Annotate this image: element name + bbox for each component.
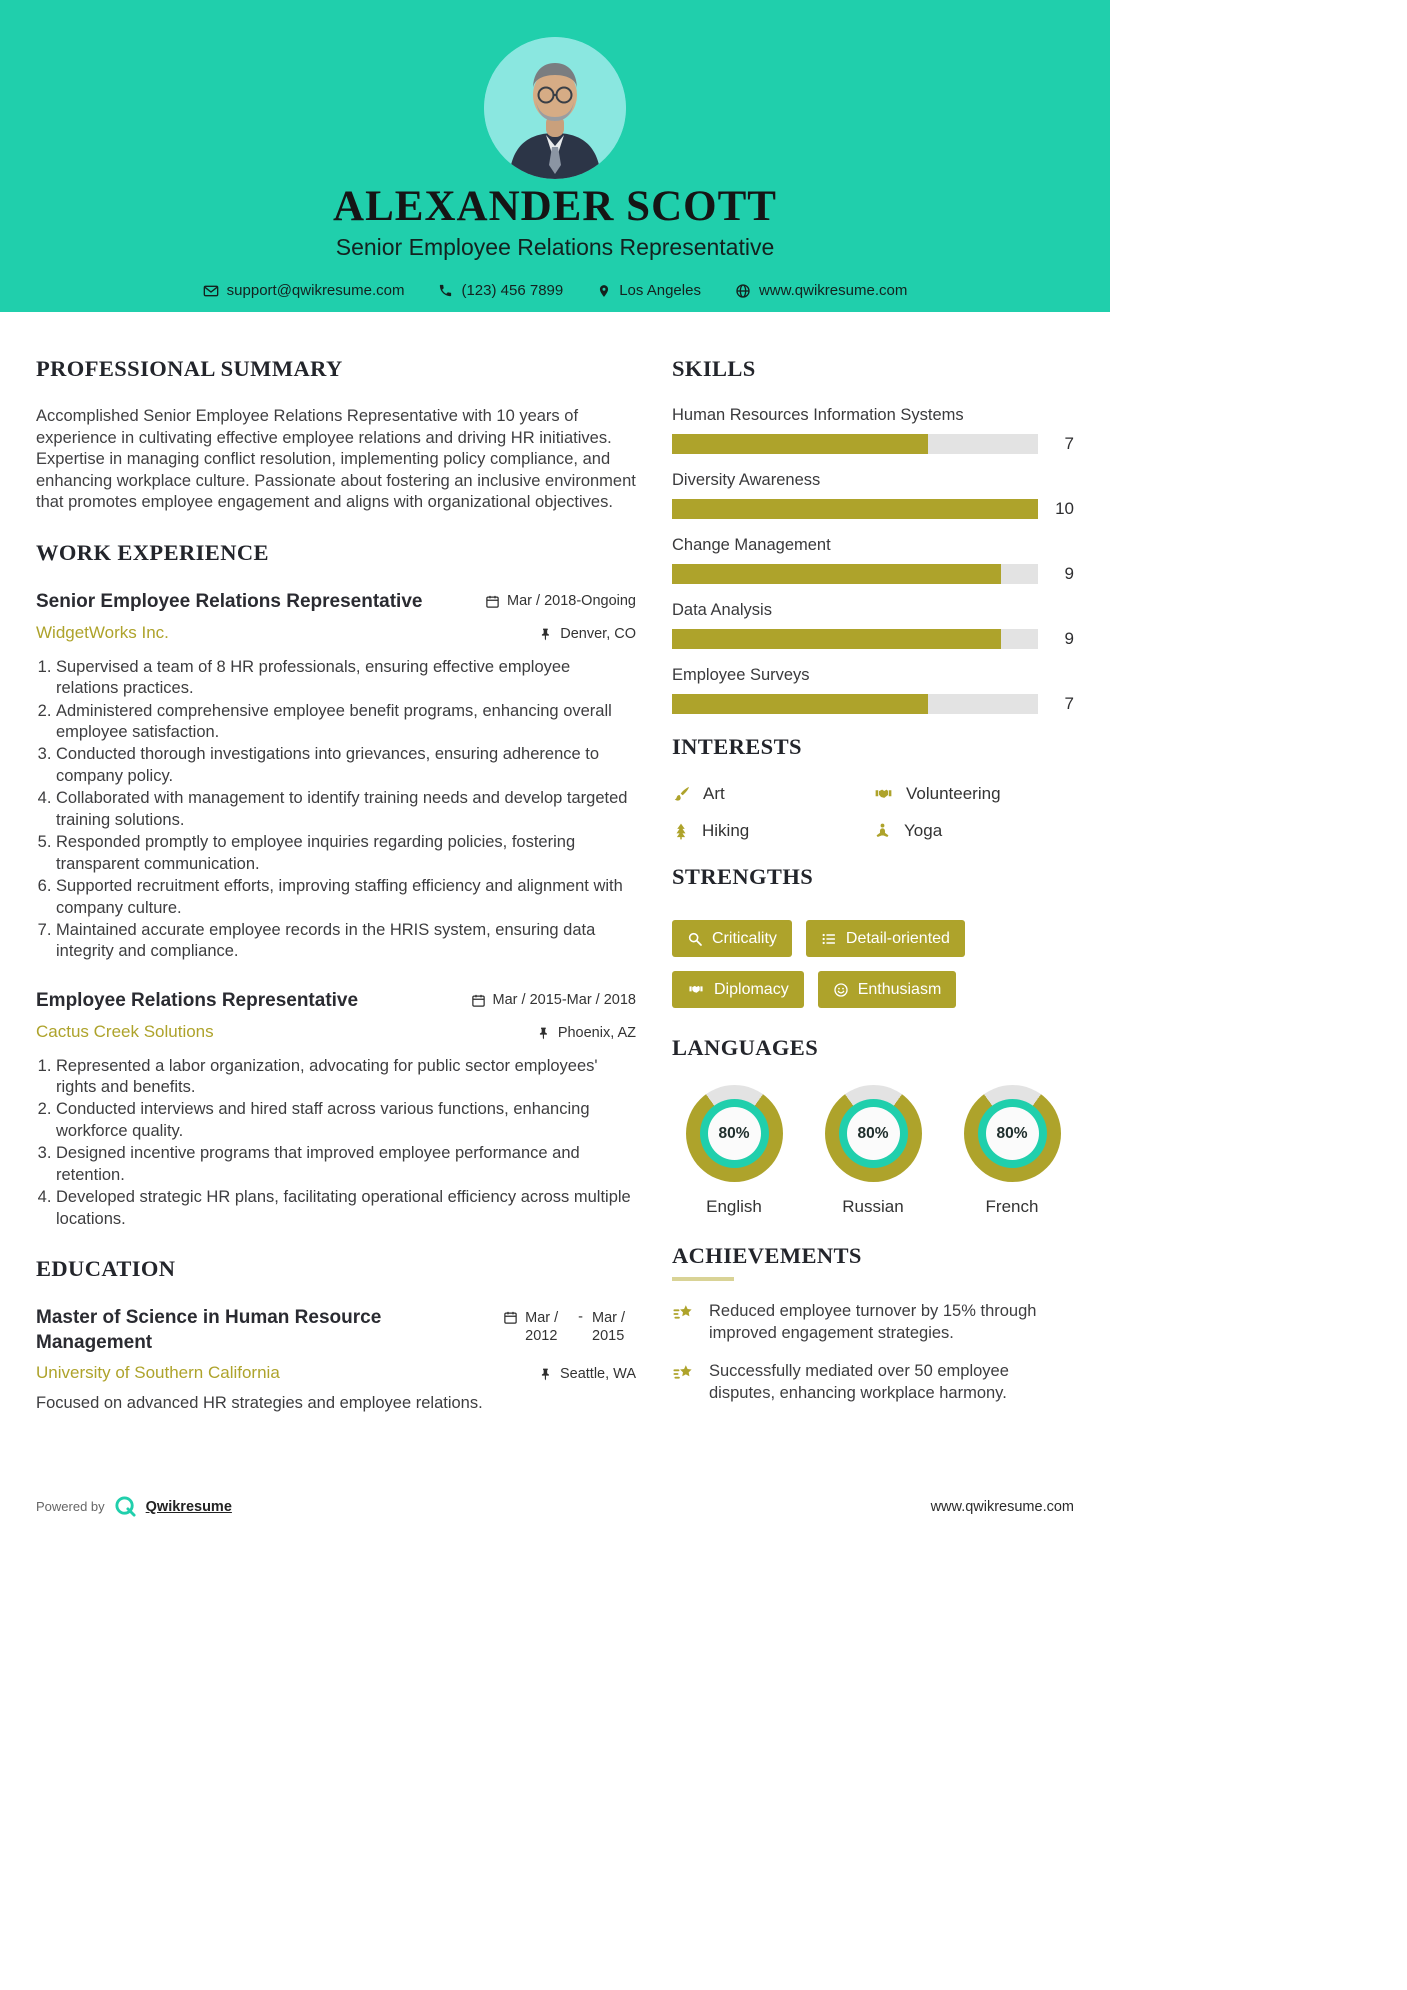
interest-label: Yoga <box>904 821 943 840</box>
achievements-heading-underline <box>672 1277 734 1281</box>
skill-value: 7 <box>1064 694 1074 713</box>
summary-text: Accomplished Senior Employee Relations Representative with 10 years of experience in cultivating effective employee relations and driving HR initiatives. Expertise in managing conflict resolution, implementing policy compliance, and enhancing workplace culture. Passionate about fostering an inclusive environment that promotes employee engagement and aligns with organizational objectives. <box>36 407 636 512</box>
education-location-text: Seattle, WA <box>559 1366 636 1383</box>
contact-phone <box>438 282 563 299</box>
job-dates-text: Mar / 2015-Mar / 2018 <box>492 991 636 1008</box>
strength-label: Diplomacy <box>714 981 789 999</box>
contact-website[interactable] <box>735 282 907 299</box>
contact-row <box>0 282 1110 299</box>
education-location <box>539 1363 636 1382</box>
person-name: ALEXANDER SCOTT <box>333 183 777 230</box>
skill-item <box>672 601 1074 649</box>
pushpin-icon <box>539 627 553 642</box>
skill-bar-track <box>672 564 1038 584</box>
contact-location <box>597 282 701 299</box>
achievement-item <box>672 1361 1074 1404</box>
job-company: WidgetWorks Inc. <box>36 622 169 642</box>
skill-item <box>672 471 1074 519</box>
location-pin-icon <box>597 283 611 299</box>
language-item <box>954 1085 1070 1217</box>
language-label: French <box>985 1197 1039 1217</box>
strength-chip <box>806 920 965 957</box>
strength-chip <box>672 920 792 957</box>
skill-label: Change Management <box>672 536 831 554</box>
avatar <box>484 37 626 179</box>
job-bullets <box>36 657 636 963</box>
calendar-icon <box>503 1310 518 1325</box>
strength-label: Enthusiasm <box>857 981 942 999</box>
donut-inner-ring <box>839 1099 908 1168</box>
job-bullet: 2. Conducted interviews and hired staff across various functions, enhancing workforce quality. <box>56 1099 636 1142</box>
job-company: Cactus Creek Solutions <box>36 1021 214 1041</box>
strengths-list <box>672 920 1044 1008</box>
job-location <box>537 1022 636 1041</box>
language-item <box>676 1085 792 1217</box>
donut-inner-ring <box>978 1099 1047 1168</box>
degree-title: Master of Science in Human Resource Management <box>36 1307 382 1353</box>
school-name: University of Southern California <box>36 1363 280 1383</box>
education-dates <box>503 1306 636 1345</box>
language-percent: 80% <box>986 1107 1039 1160</box>
tree-icon <box>672 822 690 841</box>
job-bullet: 7. Maintained accurate employee records in the HRIS system, ensuring data integrity and compliance. <box>56 920 636 963</box>
right-column <box>672 356 1074 1421</box>
interest-label: Volunteering <box>906 784 1001 803</box>
contact-website-text: www.qwikresume.com <box>758 282 908 300</box>
pushpin-icon <box>537 1026 551 1041</box>
handshake-icon <box>873 785 894 803</box>
skill-bar-track <box>672 499 1038 519</box>
skill-label: Human Resources Information Systems <box>672 406 964 424</box>
job-entry-1 <box>36 590 636 963</box>
pushpin-icon <box>539 1367 553 1382</box>
contact-phone-text: (123) 456 7899 <box>461 282 564 300</box>
skill-value: 10 <box>1055 499 1074 518</box>
resume-body <box>0 356 1110 1421</box>
skill-bar-fill <box>672 434 928 454</box>
education-heading: EDUCATION <box>36 1256 176 1282</box>
strengths-heading: STRENGTHS <box>672 864 814 889</box>
skill-item <box>672 666 1074 714</box>
footer-website-link[interactable]: www.qwikresume.com <box>930 1498 1074 1515</box>
language-label: English <box>706 1197 762 1217</box>
skill-value: 9 <box>1064 629 1074 648</box>
page-footer <box>36 1495 1074 1518</box>
qwikresume-brand-link[interactable]: Qwikresume <box>145 1498 232 1515</box>
calendar-icon <box>471 993 486 1008</box>
skill-bar-fill <box>672 629 1001 649</box>
job-bullet: 6. Supported recruitment efforts, improving staffing efficiency and alignment with company culture. <box>56 876 636 919</box>
interest-item <box>873 784 1074 804</box>
resume-header <box>0 0 1110 312</box>
summary-heading: PROFESSIONAL SUMMARY <box>36 356 343 381</box>
skill-bar-fill <box>672 694 928 714</box>
interest-label: Hiking <box>702 821 750 840</box>
skill-label: Data Analysis <box>672 601 772 619</box>
language-donut <box>964 1085 1061 1182</box>
language-percent: 80% <box>847 1107 900 1160</box>
phone-icon <box>438 283 453 298</box>
job-bullet: 5. Responded promptly to employee inquiries regarding policies, fostering transparent communication. <box>56 832 636 875</box>
smiley-icon <box>833 982 849 998</box>
skill-label: Diversity Awareness <box>672 471 821 489</box>
globe-icon <box>735 283 751 299</box>
skill-value: 7 <box>1064 434 1074 453</box>
job-dates <box>471 989 636 1008</box>
job-bullet: 4. Developed strategic HR plans, facilitating operational efficiency across multiple locations. <box>56 1187 636 1230</box>
left-column <box>36 356 636 1421</box>
language-percent: 80% <box>708 1107 761 1160</box>
education-date-separator: - <box>578 1309 583 1326</box>
job-title: Employee Relations Representative <box>36 989 359 1011</box>
job-location-text: Denver, CO <box>560 625 636 642</box>
interest-item <box>873 821 1074 841</box>
job-bullet: 3. Conducted thorough investigations into grievances, ensuring adherence to company policy. <box>56 744 636 787</box>
education-description: Focused on advanced HR strategies and employee relations. <box>36 1394 483 1413</box>
job-entry-2 <box>36 989 636 1230</box>
interest-item <box>672 821 873 841</box>
achievements-heading: ACHIEVEMENTS <box>672 1243 862 1269</box>
strength-label: Detail-oriented <box>845 930 950 947</box>
skill-item <box>672 536 1074 584</box>
magnifier-icon <box>687 931 703 947</box>
interests-heading: INTERESTS <box>672 734 802 759</box>
skill-bar-track <box>672 694 1038 714</box>
skill-bar-track <box>672 629 1038 649</box>
list-icon <box>821 931 837 947</box>
donut-inner-ring <box>700 1099 769 1168</box>
profile-photo <box>484 37 626 179</box>
person-title: Senior Employee Relations Representative <box>335 234 775 261</box>
paintbrush-icon <box>672 785 691 804</box>
language-donut <box>825 1085 922 1182</box>
skills-heading: SKILLS <box>672 356 756 381</box>
job-bullets <box>36 1056 636 1231</box>
job-location-text: Phoenix, AZ <box>557 1024 636 1041</box>
strength-label: Criticality <box>712 930 777 947</box>
calendar-icon <box>485 594 500 609</box>
skill-bar-fill <box>672 499 1038 519</box>
strength-chip <box>818 971 957 1008</box>
language-label: Russian <box>842 1197 904 1217</box>
job-dates-text: Mar / 2018-Ongoing <box>507 593 636 610</box>
achievement-text: Reduced employee turnover by 15% through improved engagement strategies. <box>709 1302 1037 1342</box>
powered-by-label: Powered by <box>36 1499 105 1514</box>
skill-item <box>672 406 1074 454</box>
interest-item <box>672 784 873 804</box>
mail-icon <box>203 283 219 299</box>
yoga-icon <box>873 822 892 841</box>
achievement-star-icon <box>672 1363 696 1404</box>
job-bullet: 3. Designed incentive programs that improved employee performance and retention. <box>56 1143 636 1186</box>
experience-heading: WORK EXPERIENCE <box>36 540 269 566</box>
education-date-start: Mar / 2012 <box>525 1310 559 1345</box>
job-location <box>539 623 636 642</box>
language-donut <box>686 1085 783 1182</box>
languages-list <box>672 1085 1074 1217</box>
handshake-icon <box>687 982 705 997</box>
skill-bar-fill <box>672 564 1001 584</box>
interest-label: Art <box>703 784 725 803</box>
contact-location-text: Los Angeles <box>619 282 701 300</box>
education-date-end: Mar / 2015 <box>592 1310 626 1345</box>
powered-by <box>36 1495 232 1518</box>
job-bullet: 1. Supervised a team of 8 HR professionals, ensuring effective employee relations practices. <box>56 657 636 700</box>
job-bullet: 1. Represented a labor organization, advocating for public sector employees' rights and benefits. <box>56 1056 636 1099</box>
skill-value: 9 <box>1064 564 1074 583</box>
achievement-item <box>672 1301 1074 1344</box>
achievement-star-icon <box>672 1303 696 1344</box>
contact-email[interactable] <box>203 282 405 299</box>
education-entry <box>36 1306 636 1415</box>
interests-grid <box>672 784 1074 841</box>
strength-chip <box>672 971 804 1008</box>
contact-email-text: support@qwikresume.com <box>226 282 405 300</box>
job-bullet: 2. Administered comprehensive employee benefit programs, enhancing overall employee satisfaction. <box>56 701 636 744</box>
languages-heading: LANGUAGES <box>672 1035 819 1061</box>
skill-label: Employee Surveys <box>672 666 810 684</box>
job-bullet: 4. Collaborated with management to identify training needs and develop targeted training solutions. <box>56 788 636 831</box>
qwikresume-logo-icon <box>114 1495 137 1518</box>
job-dates <box>485 590 636 609</box>
skill-bar-track <box>672 434 1038 454</box>
achievement-text: Successfully mediated over 50 employee disputes, enhancing workplace harmony. <box>709 1362 1009 1402</box>
language-item <box>815 1085 931 1217</box>
job-title: Senior Employee Relations Representative <box>36 591 423 613</box>
